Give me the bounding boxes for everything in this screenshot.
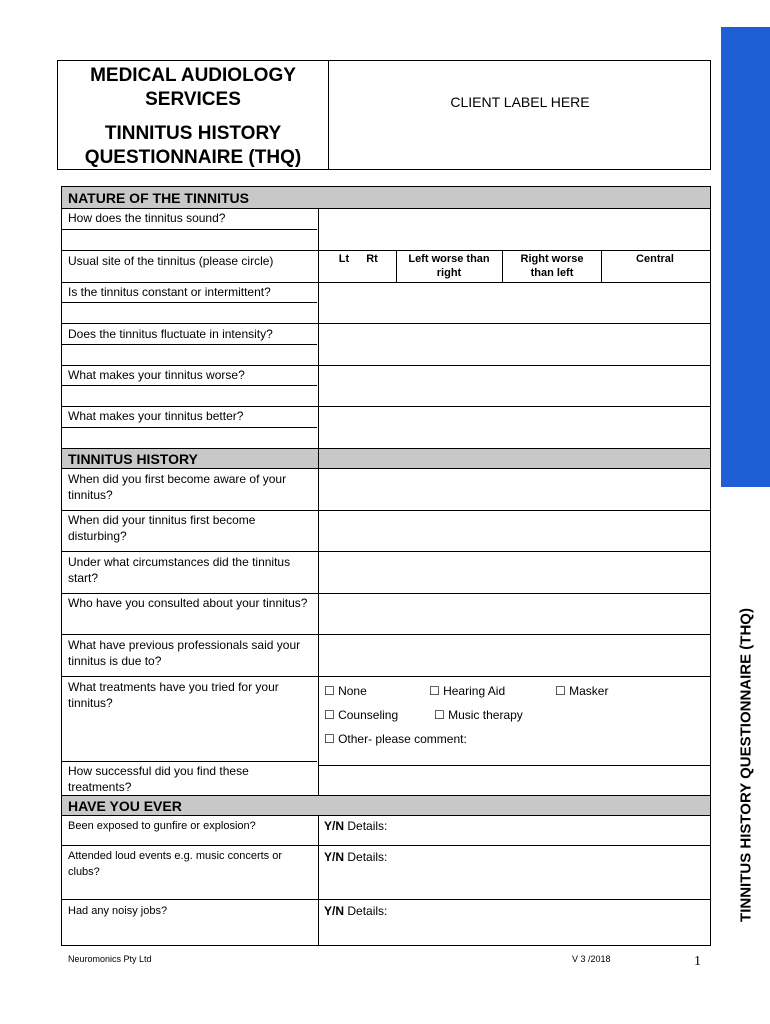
- row-line: [62, 323, 710, 324]
- row-line: [62, 761, 317, 762]
- question-circumstances: Under what circumstances did the tinnitus start?: [68, 555, 291, 585]
- checkbox-music-therapy-label: Music therapy: [448, 708, 523, 722]
- checkbox-hearing-aid-label: Hearing Aid: [443, 684, 506, 698]
- row-line: [62, 593, 710, 594]
- checkbox-counseling-label: Counseling: [338, 708, 399, 722]
- checkbox-hearing-aid[interactable]: ☐ Hearing Aid: [429, 684, 506, 698]
- row-line: [62, 282, 710, 283]
- footer-version: V 3 /2018: [572, 954, 611, 964]
- row-line: [62, 448, 710, 449]
- question-aware: When did you first become aware of your tinnitus?: [68, 472, 287, 502]
- question-noisy-jobs: Had any noisy jobs?: [68, 905, 168, 917]
- side-tab: [721, 27, 770, 487]
- question-treatments: What treatments have you tried for your tinnitus?: [68, 680, 279, 710]
- checkbox-none[interactable]: ☐ None: [324, 684, 367, 698]
- answer-noisy-jobs[interactable]: Y/N Details:: [324, 904, 388, 918]
- row-line: [62, 899, 710, 900]
- question-fluctuate: Does the tinnitus fluctuate in intensity?: [68, 327, 273, 341]
- row-line: [62, 551, 710, 552]
- row-line: [62, 385, 317, 386]
- checkbox-other[interactable]: ☐ Other- please comment:: [324, 732, 467, 746]
- organization-name: MEDICAL AUDIOLOGY SERVICES: [90, 65, 296, 110]
- row-line: [318, 765, 710, 766]
- row-line: [62, 427, 317, 428]
- page-number: 1: [694, 954, 701, 969]
- row-line: [62, 676, 710, 677]
- site-divider: [601, 250, 602, 282]
- checkbox-other-label: Other- please comment:: [338, 732, 467, 746]
- row-line: [62, 302, 317, 303]
- checkbox-music-therapy[interactable]: ☐ Music therapy: [434, 708, 523, 722]
- site-divider: [502, 250, 503, 282]
- side-title: TINNITUS HISTORY QUESTIONNAIRE (THQ): [737, 608, 755, 922]
- answer-gunfire[interactable]: Y/N Details:: [324, 819, 388, 833]
- checkbox-masker-label: Masker: [569, 684, 609, 698]
- row-line: [62, 365, 710, 366]
- section-title-ever: HAVE YOU EVER: [68, 798, 182, 814]
- question-consulted: Who have you consulted about your tinnitus?: [68, 596, 308, 610]
- footer-company: Neuromonics Pty Ltd: [68, 954, 152, 964]
- question-loud-events: Attended loud events e.g. music concerts or clubs?: [68, 850, 283, 878]
- row-line: [62, 406, 710, 407]
- row-line: [62, 845, 710, 846]
- question-better: What makes your tinnitus better?: [68, 409, 244, 423]
- header-divider: [328, 61, 329, 169]
- checkbox-none-label: None: [338, 684, 367, 698]
- answer-loud-events[interactable]: Y/N Details:: [324, 850, 388, 864]
- row-line: [62, 468, 710, 469]
- answer-column-divider: [318, 815, 319, 946]
- question-disturbing: When did your tinnitus first become disturbing?: [68, 513, 256, 543]
- question-success: How successful did you find these treatments?: [68, 764, 249, 794]
- checkbox-counseling[interactable]: ☐ Counseling: [324, 708, 399, 722]
- row-line: [62, 250, 710, 251]
- section-title-nature: NATURE OF THE TINNITUS: [68, 190, 249, 206]
- question-worse: What makes your tinnitus worse?: [68, 368, 245, 382]
- row-line: [62, 795, 710, 796]
- row-line: [62, 229, 317, 230]
- row-line: [62, 344, 317, 345]
- checkbox-masker[interactable]: ☐ Masker: [555, 684, 609, 698]
- row-line: [62, 510, 710, 511]
- row-line: [62, 815, 710, 816]
- row-line: [62, 208, 710, 209]
- site-option-central[interactable]: Central: [636, 253, 674, 265]
- site-option-left-worse[interactable]: Left worse than right: [408, 253, 490, 279]
- row-line: [62, 634, 710, 635]
- question-professionals: What have previous professionals said your tinnitus is due to?: [68, 638, 301, 668]
- site-option-rt[interactable]: Rt: [366, 253, 378, 265]
- section-title-history: TINNITUS HISTORY: [68, 451, 198, 467]
- question-gunfire: Been exposed to gunfire or explosion?: [68, 820, 256, 832]
- question-constant: Is the tinnitus constant or intermittent?: [68, 285, 271, 299]
- site-option-lt[interactable]: Lt: [338, 253, 350, 265]
- site-divider: [396, 250, 397, 282]
- answer-column-divider: [318, 208, 319, 795]
- question-site: Usual site of the tinnitus (please circle): [68, 254, 274, 268]
- site-option-right-worse[interactable]: Right worse than left: [520, 253, 584, 279]
- header-box: [57, 60, 711, 170]
- client-label-area[interactable]: CLIENT LABEL HERE: [450, 94, 590, 110]
- questionnaire-form: [61, 186, 711, 946]
- document-title: TINNITUS HISTORY QUESTIONNAIRE (THQ): [84, 123, 302, 168]
- question-sound: How does the tinnitus sound?: [68, 211, 226, 225]
